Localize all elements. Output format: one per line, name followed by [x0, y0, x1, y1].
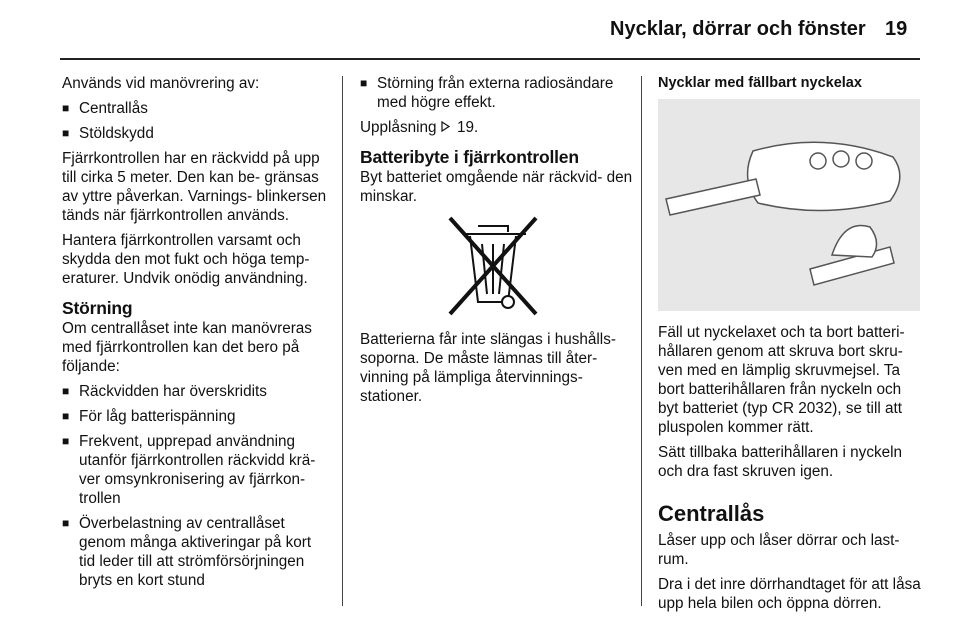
list-item: ■ Räckvidden har överskridits [62, 383, 267, 400]
paragraph: Hantera fjärrkontrollen varsamt och skydda den mot fukt och höga temp- eraturer. Undvik onödig användning. [62, 232, 310, 287]
paragraph: Fjärrkontrollen har en räckvidd på upp till cirka 5 meter. Den kan be- gränsas av yttre påverkan. Varnings- blinkersen tänds när fjärrkontrollen används. [62, 150, 327, 224]
paragraph: Sätt tillbaka batterihållaren i nyckeln och dra fast skruven igen. [658, 444, 903, 480]
section-heading: Störning [62, 298, 133, 318]
paragraph: Dra i det inre dörrhandtaget för att låsa upp hela bilen och öppna dörren. [658, 576, 921, 612]
paragraph: Fäll ut nyckelaxet och ta bort batteri- hållaren genom att skruva bort skru- ven med en lämplig skruvmejsel. Ta bort batterihållaren från nyckeln och byt batteriet (typ CR 2032), se till att pluspolen kommer rätt. [658, 324, 905, 436]
column-divider-1 [342, 76, 343, 606]
page-number: 19 [885, 18, 908, 40]
list-item: ■ Överbelastning av centrallåset genom många aktiveringar på kort tid leder till att strömförsörjningen bryts en kort stund [62, 515, 312, 589]
crossed-bin-icon [438, 212, 548, 320]
subheading: Nycklar med fällbart nyckelax [658, 75, 862, 91]
intro-text: Används vid manövrering av: [62, 75, 260, 92]
list-item: ■ Centrallås [62, 100, 148, 117]
cross-reference: Upplåsning 19. [360, 119, 479, 136]
page-header-title: Nycklar, dörrar och fönster [610, 18, 866, 40]
list-item: ■ Stöldskydd [62, 125, 154, 142]
column-3 [658, 74, 923, 619]
list-item: ■ För låg batterispänning [62, 408, 236, 425]
column-2 [360, 74, 640, 412]
arrow-right-icon [441, 118, 453, 137]
key-battery-figure [658, 99, 920, 311]
section-heading: Centrallås [658, 501, 765, 526]
list-item: ■ Frekvent, upprepad användning utanför fjärrkontrollen räckvidd krä- ver omsynkronisering av fjärrkon- trollen [62, 433, 316, 507]
column-divider-2 [641, 76, 642, 606]
paragraph: Om centrallåset inte kan manövreras med fjärrkontrollen kan det bero på följande: [62, 320, 312, 375]
paragraph: Byt batteriet omgående när räckvid- den minskar. [360, 169, 633, 205]
column-1 [62, 74, 330, 596]
section-heading: Batteribyte i fjärrkontrollen [360, 147, 579, 167]
list-item: ■ Störning från externa radiosändare med högre effekt. [360, 75, 614, 111]
paragraph: Batterierna får inte slängas i hushålls- soporna. De måste lämnas till åter- vinning på lämpliga återvinnings- stationer. [360, 331, 616, 405]
paragraph: Låser upp och låser dörrar och last- rum. [658, 532, 900, 568]
header-divider [60, 58, 920, 60]
